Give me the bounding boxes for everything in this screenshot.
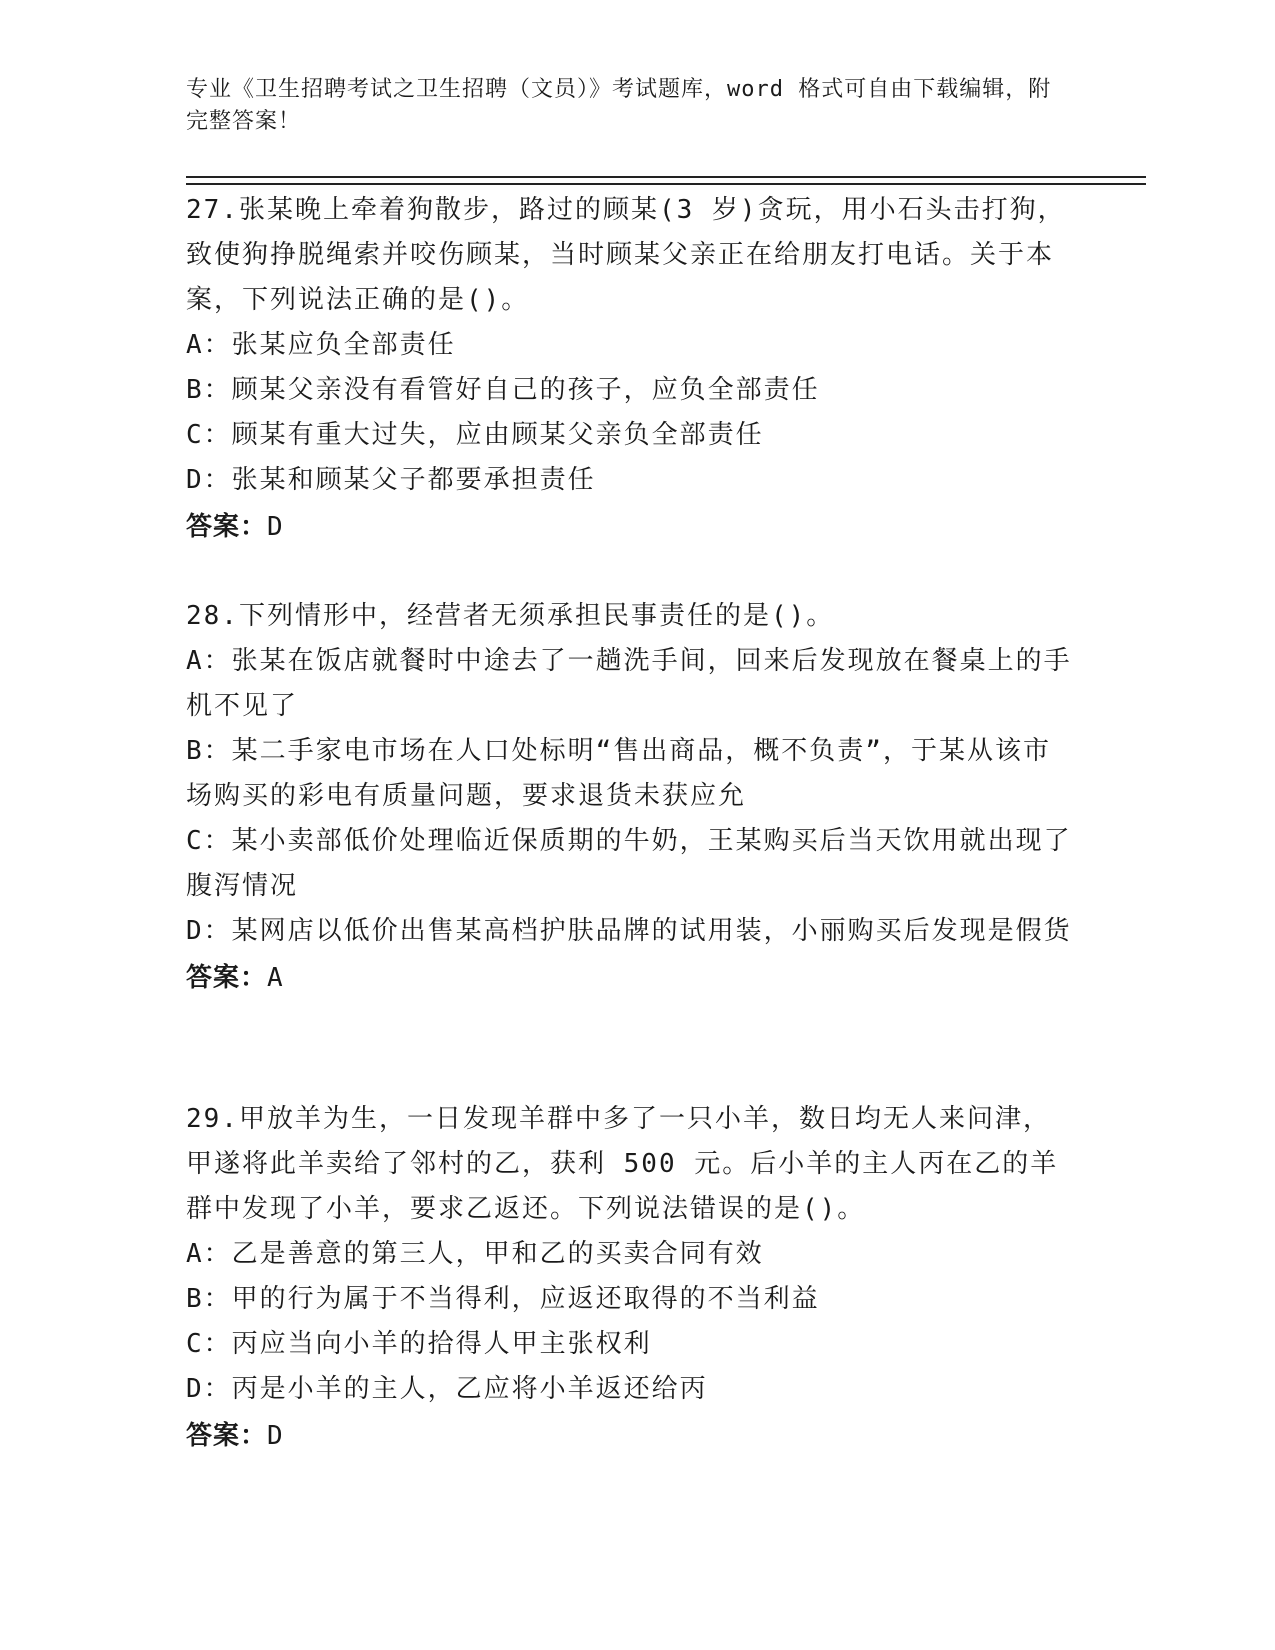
question-stem: 28.下列情形中，经营者无须承担民事责任的是()。 bbox=[186, 601, 835, 631]
header-divider-bottom bbox=[186, 183, 1146, 185]
question-stem: 29.甲放羊为生，一日发现羊群中多了一只小羊，数日均无人来问津，甲遂将此羊卖给了邻村的乙，获利 500 元。后小羊的主人丙在乙的羊群中发现了小羊，要求乙返还。下列说法错误的是()。 bbox=[186, 1104, 1059, 1224]
answer-value: A bbox=[267, 963, 284, 993]
option-a: A：乙是善意的第三人，甲和乙的买卖合同有效 bbox=[186, 1239, 764, 1269]
question-28 bbox=[186, 594, 1076, 1002]
option-b: B：顾某父亲没有看管好自己的孩子，应负全部责任 bbox=[186, 375, 820, 405]
answer-line bbox=[186, 954, 1076, 1002]
answer-value: D bbox=[267, 1421, 284, 1451]
answer-label: 答案： bbox=[186, 512, 268, 542]
header-divider-top bbox=[186, 176, 1146, 178]
question-stem: 27.张某晚上牵着狗散步，路过的顾某(3 岁)贪玩，用小石头击打狗，致使狗挣脱绳索并咬伤顾某，当时顾某父亲正在给朋友打电话。关于本案，下列说法正确的是()。 bbox=[186, 195, 1066, 315]
answer-value: D bbox=[267, 512, 284, 542]
option-a: A：张某应负全部责任 bbox=[186, 330, 456, 360]
option-c: C：某小卖部低价处理临近保质期的牛奶，王某购买后当天饮用就出现了腹泻情况 bbox=[186, 826, 1072, 901]
option-d: D：张某和顾某父子都要承担责任 bbox=[186, 465, 596, 495]
answer-line bbox=[186, 1412, 1076, 1460]
answer-label: 答案： bbox=[186, 963, 268, 993]
option-a: A：张某在饭店就餐时中途去了一趟洗手间，回来后发现放在餐桌上的手机不见了 bbox=[186, 646, 1072, 721]
document-header bbox=[186, 74, 1066, 138]
header-intro-text: 专业《卫生招聘考试之卫生招聘（文员）》考试题库，word 格式可自由下载编辑，附完整答案！ bbox=[186, 77, 1052, 134]
option-b: B：某二手家电市场在人口处标明“售出商品，概不负责”，于某从该市场购买的彩电有质量问题，要求退货未获应允 bbox=[186, 736, 1051, 811]
option-c: C：顾某有重大过失，应由顾某父亲负全部责任 bbox=[186, 420, 764, 450]
option-c: C：丙应当向小羊的拾得人甲主张权利 bbox=[186, 1329, 652, 1359]
question-29 bbox=[186, 1097, 1076, 1460]
option-d: D：丙是小羊的主人，乙应将小羊返还给丙 bbox=[186, 1374, 708, 1404]
answer-line bbox=[186, 503, 1076, 551]
question-27 bbox=[186, 188, 1076, 551]
option-d: D：某网店以低价出售某高档护肤品牌的试用装，小丽购买后发现是假货 bbox=[186, 916, 1072, 946]
answer-label: 答案： bbox=[186, 1421, 268, 1451]
option-b: B：甲的行为属于不当得利，应返还取得的不当利益 bbox=[186, 1284, 820, 1314]
